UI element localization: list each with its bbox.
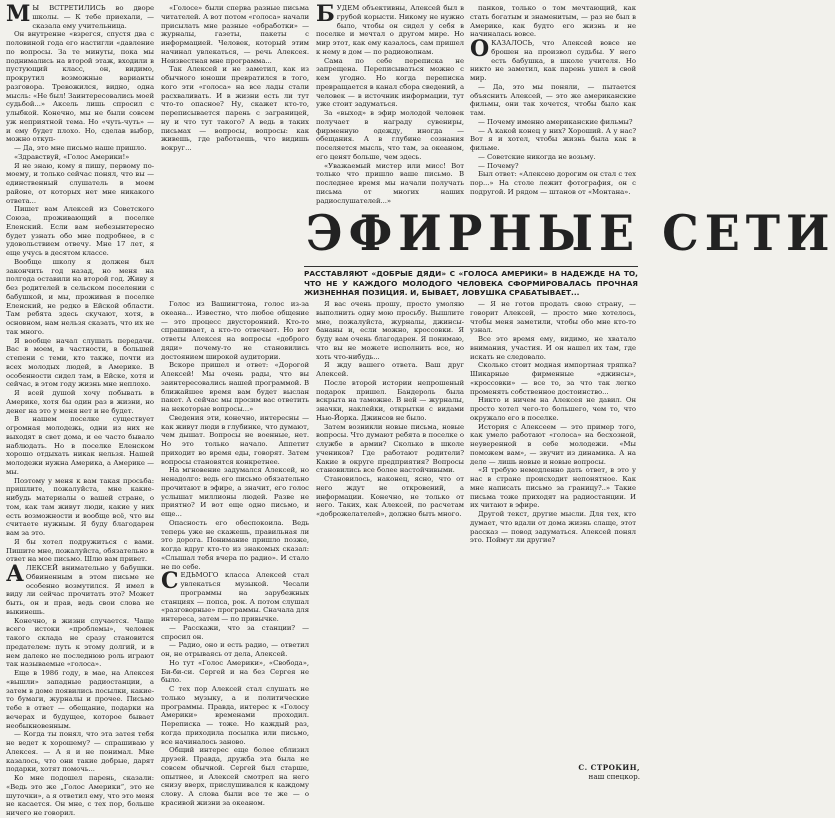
article-column-1 xyxy=(6,1,154,817)
paragraph: Общий интерес еще более сблизил друзей. Правда, дружба эта была не совсем обычной. Сергей был старше, опытнее, и Алексей смотрел на него снизу вверх, прислушивался к каждому слову. А слова были все те же — о красивой жизни за океаном. xyxy=(161,746,309,807)
paragraph: — Да, это мне письмо наше пришло. xyxy=(14,144,147,152)
paragraph: За «выход» в эфир молодой человек получает в награду сувениры, фирменную одежду, иногда — обещания. А в глубине сознания поселяется мысль, что там, за океаном, его ценят больше, чем здесь. xyxy=(316,109,464,161)
paragraph: Другой текст, другие мысли. Для тех, кто думает, что вдали от дома жизнь слаще, этот рассказ — повод задуматься. Алексей понял это. Поймут ли другие? xyxy=(470,510,636,545)
paragraph: Я бы хотел подружиться с вами. Пишите мне, пожалуйста, обязательно в ответ на мое письмо. Шлю вам привет. xyxy=(6,537,154,564)
paragraph: — Да, это мы поняли, — пытается объяснить Алексей, — это же американские фильмы, они так хочется, чтобы было как там. xyxy=(470,82,636,117)
paragraph: — Когда ты понял, что эта затея тебя не ведет к хорошему? — спрашиваю у Алексея. — А я и не понимал. Мне казалось, что они такие добрые, дарят подарки, хотят помочь... xyxy=(6,730,154,774)
article-column-3 xyxy=(316,1,464,205)
paragraph: панков, только о том мечтающий, как стать богатым и знаменитым, — раз не был в Америке, как будто его жизнь и не начиналась вовсе. xyxy=(470,4,636,39)
dropcap-letter: С xyxy=(161,568,179,595)
article-column-4 xyxy=(470,4,636,204)
newspaper-page xyxy=(4,0,835,817)
paragraph: Так Алексей и не заметил, как из обычного юноши превратился в того, кого эти «голоса» на все лады стали расхваливать. И в жизни есть ли тут что-то опасное? Ну, скажет кто-то, переписывается парень с заграницей, ну и что тут такого? А ведь в таких письмах — вопросы, вопросы: как живешь, где работаешь, что видишь вокруг... xyxy=(161,65,309,152)
paragraph: Опасность его обеспокоила. Ведь теперь уже не скажешь, правильная ли это дорога. Понимание пришло позже, когда вдруг кто-то из знакомых сказал: «Слышал тебя вчера по радио». И стало не по себе. xyxy=(161,518,309,571)
paragraph: Сведения эти, конечно, интересны — как живут люди в глубинке, что думают, чем дышат. Вопросы не военные, нет. Но это только начало. Аппетит приходит во время еды, говорят. Затем вопросы становятся конкретнее. xyxy=(161,413,309,466)
paragraph: Становилось, наконец, ясно, что от него ждут не откровений, а информации. Конечно, не только от него. Таких, как Алексей, по расчетам «доброжелателей», должно быть много. xyxy=(316,475,464,518)
paragraph: Поэтому у меня к вам такая просьба: пришлите, пожалуйста, мне какие-нибудь материалы о вашей стране, о том, как там живут люди, какие у них есть возможности и вообще всё, что вы считаете нужным. Я буду благодарен вам за это. xyxy=(6,476,154,537)
paragraph: «Здравствуй, «Голос Америки!» xyxy=(14,152,130,161)
paragraph: Вообще школу я должен был закончить год назад, но меня на полгода оставили на второй год. Живу я без родителей в сельском поселении с бабушкой, и мы, проживая в поселке Еленский, не редко в Ейской области. Там ребята здесь скучают, хотя, в основном, нам нельзя сказать, что их не так много. xyxy=(6,257,154,336)
paragraph: — Почему? xyxy=(478,161,519,170)
paragraph: С тех пор Алексей стал слушать не только музыку, а и политические программы. Правда, интерес к «Голосу Америки» временами проходил. Переписка — тоже. Но каждый раз, когда приходила посылка или письмо, все начиналось заново. xyxy=(161,685,309,746)
paragraph: Сама по себе переписка не запрещена. Переписываться можно с кем угодно. Но когда переписка превращается в канал сбора сведений, а человек — в источник информации, тут уже стоит задуматься. xyxy=(316,56,464,109)
paragraph: Я вообще начал слушать передачи. Вас в моем, в частности, в большей степени с теми, кто также, почти из всех молодых людей, в Америке. В особенности сидел там, в Ейске, хотя и сейчас, в этом году жизнь мне неплохо. xyxy=(6,336,154,389)
paragraph-with-dropcap: АЛЕКСЕЙ внимательно у бабушки. Обвиненным в этом письме не особенно возмутился. Я имел в виду ли сейчас прочитать это? Может быть, он и прав, ведь свои слова не выкинешь. xyxy=(6,561,154,616)
paragraph: Никто и ничем на Алексея не давил. Он просто хотел чего-то большего, чем то, что окружало его в поселке. xyxy=(470,396,636,422)
paragraph: — А какой конец у них? Хороший. А у нас? Вот я и хотел, чтобы жизнь была как в фильме. xyxy=(470,126,636,152)
paragraph: Я жду вашего ответа. Ваш друг Алексей. xyxy=(316,361,464,378)
paragraph: Был ответ: «Алексею дорогим он стал с тех пор...» На столе лежит фотография, он с подругой. И рядом — штанов от «Монтана». xyxy=(470,170,636,196)
dropcap-letter: М xyxy=(6,1,31,27)
article-column-3-lower xyxy=(316,300,464,784)
paragraph: Я не знаю, кому я пишу, первому по-моему, и только сейчас понял, что вы — единственный слушатель в моем районе, от которых нет мне никакого ответа... xyxy=(6,161,154,205)
article-column-2 xyxy=(161,4,309,204)
paragraph: В нашем поселке существует огромная молодежь, одни из них не выходят в свет дома, и ее часто бывало наблюдать. Но в поселке Еленском хорошо отдыхать никак нельзя. Нашей молодежи нужна Америка, а Америке — мы. xyxy=(6,415,154,476)
paragraph: «Уважаемый мистер или мисс! Вот только что пришло ваше письмо. В последнее время мы начали получать письма от многих наших радиослушателей...» xyxy=(316,161,464,205)
paragraph: «Я требую немедленно дать ответ, в это у нас в стране происходит непонятное. Как мне написать письмо за границу?..» Такие письма тоже приходят на радиостанции. И их читают в эфире. xyxy=(470,466,636,510)
paragraph: Все это время ему, видимо, не хватало внимания, участия. И он нашел их там, где искать не следовало. xyxy=(470,335,636,361)
author-signature xyxy=(552,763,640,781)
dropcap-letter: О xyxy=(470,36,490,62)
article-headline: ЭФИРНЫЕ СЕТИ xyxy=(306,204,835,262)
paragraph-with-dropcap: СЕДЬМОГО класса Алексей стал увлекаться музыкой. Чесали программы на зарубежных станциях — попса, рок. А потом слушал «разговорные» программы. Сначала для интереса, затем — по привычке. xyxy=(161,568,309,623)
paragraph: Он внутренне «взрегся, спустя два с половиной года его настигли «давление по вопросы. За те минуты, пока мы поднимались на второй этаж, входили в пустующий класс, он, видимо, прокрутил возможные варианты разговора. Тревожился, видно, одна мысль: «Не был! Заинтересовались моей судьбой...» Аксель лишь спросил с улыбкой. Конечно, мы не были совсем уж неприятной тема. Но «чуть-чуть» — и ему будет плохо. Но, сделав выбор, можно откуп- xyxy=(6,30,154,144)
paragraph: История с Алексеем — это пример того, как умело работают «голоса» на бесхозной, неуверенной в себе молодежи. «Мы поможем вам», — звучит из динамика. А на деле — лишь новые и новые вопросы. xyxy=(470,422,636,466)
paragraph: — Радио, оно и есть радио, — ответил он, не отрываясь от дела, Алексей. xyxy=(161,641,309,658)
paragraph: — Советские никогда не возьму. xyxy=(478,152,596,161)
author-name: С. СТРОКИН, xyxy=(578,763,640,772)
paragraph: Конечно, в жизни случается. Чаще всего истоки «проблемы», человек такого склада не сразу становится предателем: путь к этому долгий, и в нем далеко не последнюю роль играют так называемые «голоса». xyxy=(6,616,154,669)
paragraph: — Я не готов продать свою страну, — говорит Алексей, — просто мне хотелось, чтобы меня заметили, чтобы обо мне кто-то узнал. xyxy=(470,300,636,335)
paragraph: На мгновение задумался Алексей, но ненадолго: ведь его письмо обязательно прочитают в эфире, а значит, его голос услышат миллионы людей. Разве не приятно? И вот еще одно письмо, и еще... xyxy=(161,466,309,518)
paragraph-with-dropcap: М Ы ВСТРЕТИЛИСЬ во дворе школы. — К тебе приехали, — сказала ему учительница. xyxy=(6,1,154,30)
paragraph: Сколько стоит модная импортная тряпка? Шикарные фирменные «джинсы», «кроссовки» — все то, за что так легко променять собственное достоинство... xyxy=(470,361,636,396)
article-lead: РАССТАВЛЯЮТ «ДОБРЫЕ ДЯДИ» С «ГОЛОСА АМЕРИКИ» В НАДЕЖДЕ НА ТО, ЧТО НЕ У КАЖДОГО МОЛОДОГО ЧЕЛОВЕКА СФОРМИРОВАЛАСЬ ПРОЧНАЯ ЖИЗНЕННАЯ ПОЗИЦИЯ. И, БЫВАЕТ, ЛОВУШКА СРАБАТЫВАЕТ... xyxy=(304,266,638,298)
paragraph: Пишет вам Алексей из Советского Союза, проживающий в поселке Еленский. Если вам небезынтересно будет узнать обо мне подробнее, в с удовольствием отвечу. Мне 17 лет, я еще учусь в десятом классе. xyxy=(6,205,154,257)
dropcap-letter: Б xyxy=(316,1,335,27)
paragraph-with-dropcap: БУДЕМ объективны, Алексей был в грубой корысти. Никому не нужно было, чтобы он сидел у себя в поселке и мечтал о другом мире. Но мир этот, как ему казалось, сам пришел к нему в дом — по радиоволнам. xyxy=(316,1,464,56)
paragraph: Еще в 1986 году, в мае, на Алексея «вышли» западные радиостанции, а затем в доме появились посылки, какие-то бумаги, журналы и прочее. Письмо тебе в ответ — обещание, подарки на вечерах и будущее, которое бывает необыкновенным. xyxy=(6,669,154,730)
paragraph: Голос из Вашингтона, голос из-за океана... Известно, что любое общение — это процесс двусторонний. Кто-то спрашивает, а кто-то отвечает. Но вот ответы Алексея на вопросы «доброго дяди» почему-то не становились достоянием широкой аудитории. xyxy=(161,300,309,361)
paragraph: «Голосе» были сперва разные письма читателей. А вот потом «голоса» начали присылать мне разные «обработки» — журналы, газеты, пакеты с информацией. Человек, который этим начинал увлекаться, — речь Алексея. Неизвестная мне программа... xyxy=(161,4,309,65)
article-column-2-lower xyxy=(161,300,309,807)
paragraph: Я вас очень прошу, просто умоляю выполнить одну мою просьбу. Вышлите мне, пожалуйста, журналы, джинсы-бананы и, если можно, кроссовки. Я буду вам очень благодарен. Я понимаю, что вы не можете исполнить все, но хоть что-нибудь... xyxy=(316,300,464,361)
paragraph: — Расскажи, что за станции? — спросил он. xyxy=(161,623,309,641)
author-role: наш спецкор. xyxy=(588,772,640,781)
paragraph: — Почему именно американские фильмы? xyxy=(478,117,633,126)
paragraph: Я всей душой хочу побывать в Америке, хотя бы один раз в жизни, но денег на это у меня нет и не будет. xyxy=(6,389,154,415)
dropcap-letter: А xyxy=(6,561,24,587)
paragraph: Затем возникли новые письма, новые вопросы. Что думают ребята в поселке о службе в армии? Сколько в школе учеников? Где работают родители? Какие в округе предприятия? Вопросы становились все более настойчивыми. xyxy=(316,422,464,475)
article-column-4-lower xyxy=(470,300,636,760)
paragraph: Но тут «Голос Америки», «Свобода», Би-би-си. Сергей и на без Сергея не было. xyxy=(161,658,309,685)
paragraph: Вскоре пришел и ответ: «Дорогой Алексей! Мы очень рады, что вы заинтересовались нашей программой. В ближайшее время вам будет выслан пакет. А сейчас мы просим вас ответить на некоторые вопросы...» xyxy=(161,361,309,413)
paragraph: После второй истории непрошеный подарок пришел. Бандероль была вскрыта на таможне. В ней — журналы, значки, наклейки, открытки с видами Нью-Йорка. Джинсов не было. xyxy=(316,378,464,422)
paragraph-with-dropcap: ОКАЗАЛОСЬ, что Алексей вовсе не брошен на произвол судьбы. У него есть бабушка, в школе учителя. Но никто не заметил, как парень ушел в свой мир. xyxy=(470,36,636,82)
paragraph: Ко мне подошел парень, сказали: «Ведь это же „Голос Америки“, это не шуточки», а я ответил ему, что это меня не касается. Он мне, с тех пор, больше ничего не говорил. xyxy=(6,774,154,817)
